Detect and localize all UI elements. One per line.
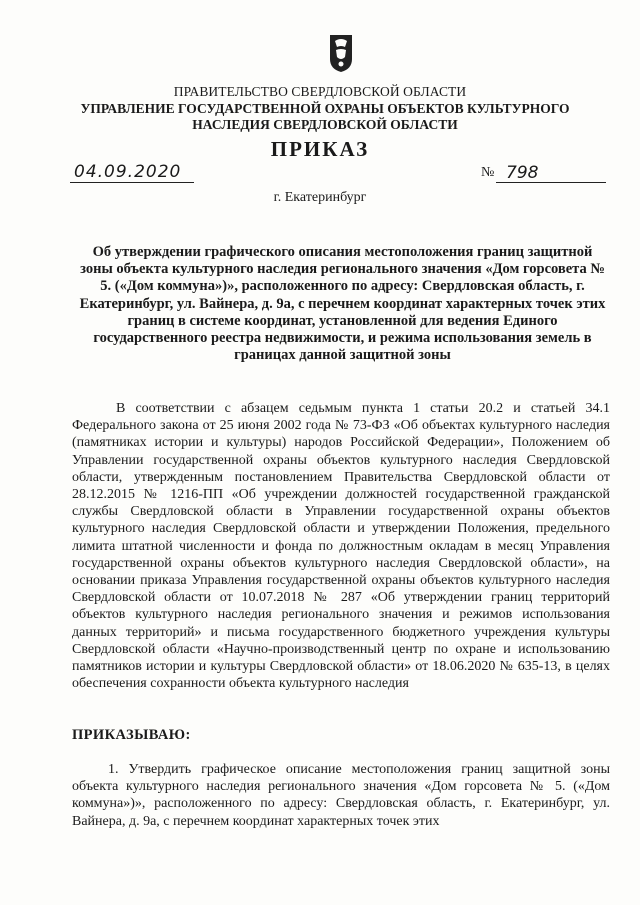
government-name: ПРАВИТЕЛЬСТВО СВЕРДЛОВСКОЙ ОБЛАСТИ (173, 84, 467, 99)
document-date: 04.09.2020 (70, 162, 194, 183)
document-title: ПРИКАЗ (270, 137, 370, 161)
department-name: УПРАВЛЕНИЕ ГОСУДАРСТВЕННОЙ ОХРАНЫ ОБЪЕКТОВ КУЛЬТУРНОГО НАСЛЕДИЯ СВЕРДЛОВСКОЙ ОБЛАСТИ (80, 101, 570, 132)
city: г. Екатеринбург (273, 190, 367, 205)
preamble-paragraph: В соответствии с абзацем седьмым пункта 1 статьи 20.2 и статьей 34.1 Федерального закона от 25 июня 2002 года № 73-ФЗ «Об объектах культурного наследия (памятниках истории и культуры) народов Российской Федерации», Положением об Управлении государственной охраны объектов культурного наследия Свердловской области, утвержденным постановлением Правительства Свердловской области от 28.12.2015 № 1216-ПП «Об учреждении должностей государственной гражданской службы Свердловской области в Управлении государственной охраны объектов культурного наследия Свердловской области и утверждении Положения, предельного лимита штатной численности и фонда по должностным окладам в месяц Управления государственной охраны объектов культурного наследия Свердловской области», на основании приказа Управления государственной охраны объектов культурного наследия Свердловской области от 10.07.2018 № 287 «Об утверждении границ территорий объектов культурного наследия регионального значения и режимов использования данных территорий» и письма государственного бюджетного учреждения культуры Свердловской области «Научно-производственный центр по охране и использованию памятников истории и культуры Свердловской области» от 18.06.2020 № 635-13, в целях обеспечения сохранности объекта культурного наследия (72, 401, 610, 692)
document-subject: Об утверждении графического описания местоположения границ защитной зоны объекта культурного наследия регионального значения «Дом горсовета № 5. («Дом коммуна»)», расположенного по адресу: Свердловская область, г. Екатеринбург, ул. Вайнера, д. 9а, с перечнем координат характерных точек этих границ в системе координат, установленной для ведения Единого государственного реестра недвижимости, и режима использования земель в границах данной защитной зоны (79, 244, 606, 364)
document-number: 798 (496, 163, 606, 183)
order-item-1: 1. Утвердить графическое описание местоположения границ защитной зоны объекта культурного наследия регионального значения «Дом горсовета № 5. («Дом коммуна»)», расположенного по адресу: Свердловская область, г. Екатеринбург, ул. Вайнера, д. 9а, с перечнем координат характерных точек этих (72, 762, 610, 829)
order-heading: ПРИКАЗЫВАЮ: (72, 727, 191, 743)
coat-of-arms-icon (328, 33, 354, 73)
number-label: № (481, 165, 495, 180)
